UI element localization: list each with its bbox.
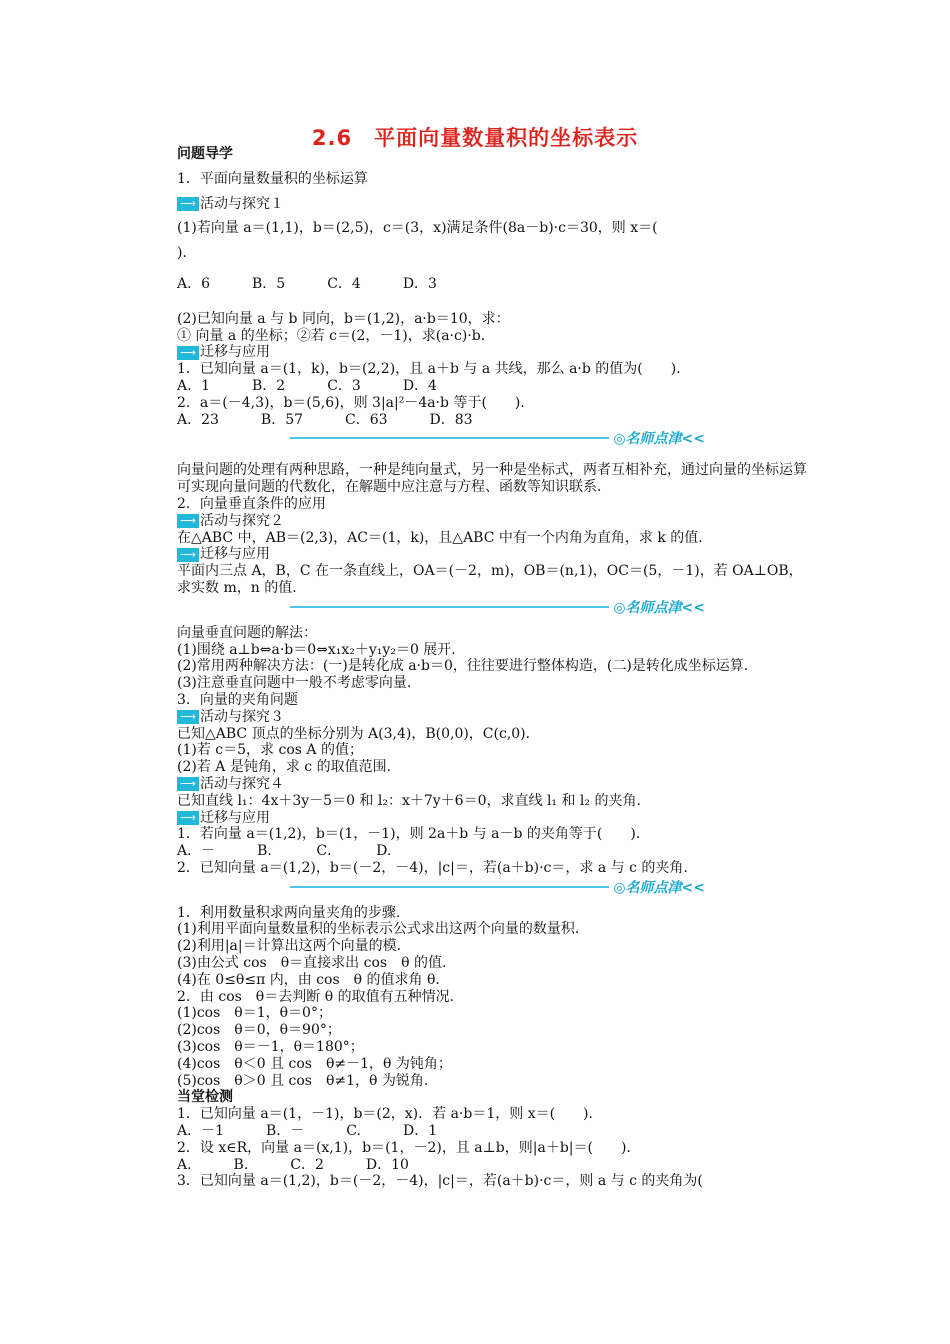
activity-tag-label: 迁移与应用 (200, 809, 270, 826)
text-line: 1．已知向量 a＝(1，k)，b＝(2,2)，且 a＋b 与 a 共线，那么 a·b 的值为( )． (177, 361, 691, 378)
text-line: (1)若 c＝5，求 cos A 的值； (177, 742, 363, 759)
text-line: (2)常用两种解决方法：(一)是转化成 a·b＝0，往往要进行整体构造，(二)是转化成坐标运算. (177, 658, 749, 675)
arrow-icon: ⟶ (177, 346, 199, 360)
arrow-icon: ⟶ (177, 811, 199, 825)
text-line: 已知直线 l₁：4x＋3y－5＝0 和 l₂：x＋7y＋6＝0，求直线 l₁ 和 l₂ 的夹角. (177, 792, 641, 809)
activity-tag (177, 709, 817, 726)
text-line: (4)cos θ＜0 且 cos θ≠－1，θ 为钝角； (177, 1055, 452, 1072)
arrow-icon: ⟶ (177, 777, 199, 791)
text-line: (2)已知向量 a 与 b 同向，b＝(1,2)，a·b＝10，求： (177, 310, 510, 327)
text-line: (1)若向量 a＝(1,1)，b＝(2,5)，c＝(3，x)满足条件(8a－b)·c＝30，则 x＝( (177, 220, 658, 237)
text-line: (1)围绕 a⊥b⇔a·b＝0⇔x₁x₂＋y₁y₂＝0 展开. (177, 641, 456, 658)
activity-tag-label: 活动与探究２ (200, 512, 284, 529)
text-line: (3)注意垂直问题中一般不考虑零向量. (177, 675, 412, 692)
arrow-icon: ⟶ (177, 710, 199, 724)
text-line: 2．a＝(－4,3)，b＝(5,6)，则 3|a|²－4a·b 等于( )． (177, 394, 535, 411)
text-line: 1．若向量 a＝(1,2)，b＝(1，－1)，则 2a＋b 与 a－b 的夹角等于( )． (177, 826, 650, 843)
activity-tag-label: 活动与探究３ (200, 708, 284, 725)
text-line: 1．利用数量积求两向量夹角的步骤. (177, 904, 401, 921)
arrow-icon: ⟶ (177, 514, 199, 528)
text-line: (3)由公式 cos θ＝直接求出 cos θ 的值. (177, 955, 447, 972)
activity-tag-label: 迁移与应用 (200, 344, 270, 361)
text-line: 3．已知向量 a＝(1,2)，b＝(－2，－4)，|c|＝，若(a＋b)·c＝，则 a 与 c 的夹角为( (177, 1173, 703, 1190)
text-line: (1)cos θ＝1，θ＝0°； (177, 1005, 332, 1022)
divider-line (290, 437, 609, 439)
text-line: A．－1 B．－ C. D．1 (177, 1123, 438, 1140)
page-title: 2.6 平面向量数量积的坐标表示 (311, 126, 639, 150)
text-line: (1)利用平面向量数量积的坐标表示公式求出这两个向量的数量积. (177, 921, 580, 938)
section-divider (290, 428, 705, 448)
activity-tag (177, 776, 817, 793)
text-line: 2．由 cos θ＝去判断 θ 的取值有五种情况. (177, 988, 455, 1005)
activity-tag (177, 196, 817, 213)
activity-tag-label: 活动与探究４ (200, 775, 284, 792)
divider-line (290, 886, 609, 888)
activity-tag (177, 344, 817, 361)
activity-tag (177, 513, 817, 530)
teacher-tip-seal: ◎名师点津<< (613, 879, 705, 896)
text-line: 平面内三点 A，B，C 在一条直线上，OA＝(－2，m)，OB＝(n,1)，OC＝(5，－1)，若 OA⊥OB，求实数 m，n 的值. (177, 563, 803, 596)
activity-tag (177, 546, 817, 563)
text-line: A．－ B． C． D. (177, 843, 392, 860)
text-line: ① 向量 a 的坐标；②若 c＝(2，－1)，求(a·c)·b. (177, 327, 486, 344)
text-line: A．1 B．2 C．3 D．4 (177, 377, 437, 394)
section-divider (290, 597, 705, 617)
document-body (177, 146, 817, 1190)
text-line: 2．设 x∈R，向量 a＝(x,1)，b＝(1，－2)，且 a⊥b，则|a＋b|＝( )． (177, 1139, 641, 1156)
activity-tag-label: 迁移与应用 (200, 546, 270, 563)
teacher-tip-seal: ◎名师点津<< (613, 431, 705, 448)
teacher-tip-seal: ◎名师点津<< (613, 599, 705, 616)
arrow-icon: ⟶ (177, 197, 199, 211)
text-line: 已知△ABC 顶点的坐标分别为 A(3,4)，B(0,0)，C(c,0)． (177, 725, 540, 742)
text-line: 向量问题的处理有两种思路，一种是纯向量式，另一种是坐标式，两者互相补充，通过向量的坐标运算可实现向量问题的代数化，在解题中应注意与方程、函数等知识联系. (177, 462, 807, 496)
activity-tag-label: 活动与探究１ (200, 195, 284, 212)
text-line: (2)若 A 是钝角，求 c 的取值范围. (177, 759, 392, 776)
text-line: )． (177, 245, 197, 262)
text-line: (3)cos θ＝－1，θ＝180°； (177, 1039, 364, 1056)
text-line: 2．向量垂直条件的应用 (177, 495, 326, 512)
text-line: A．6 B．5 C．4 D．3 (177, 275, 437, 292)
text-line: 1．已知向量 a＝(1，－1)，b＝(2，x)．若 a·b＝1，则 x＝( )． (177, 1106, 603, 1123)
text-line: A．23 B．57 C．63 D．83 (177, 411, 473, 428)
text-line: 1．平面向量数量积的坐标运算 (177, 170, 368, 187)
text-line: (2)cos θ＝0，θ＝90°； (177, 1022, 341, 1039)
text-line: (2)利用|a|＝计算出这两个向量的模. (177, 938, 402, 955)
section-divider (290, 877, 705, 897)
text-line: A. B. C．2 D．10 (177, 1156, 409, 1173)
text-line: 3．向量的夹角问题 (177, 691, 298, 708)
text-line: (4)在 0≤θ≤π 内，由 cos θ 的值求角 θ. (177, 971, 440, 988)
divider-line (290, 606, 609, 608)
section-heading: 当堂检测 (177, 1089, 233, 1106)
arrow-icon: ⟶ (177, 548, 199, 562)
section-heading: 问题导学 (177, 146, 233, 162)
text-line: 在△ABC 中，AB＝(2,3)，AC＝(1，k)，且△ABC 中有一个内角为直角，求 k 的值. (177, 529, 703, 546)
text-line: 向量垂直问题的解法： (177, 624, 317, 641)
activity-tag (177, 810, 817, 827)
text-line: (5)cos θ＞0 且 cos θ≠1，θ 为锐角. (177, 1072, 429, 1089)
text-line: 2．已知向量 a＝(1,2)，b＝(－2，－4)，|c|＝，若(a＋b)·c＝，求 a 与 c 的夹角. (177, 859, 688, 876)
